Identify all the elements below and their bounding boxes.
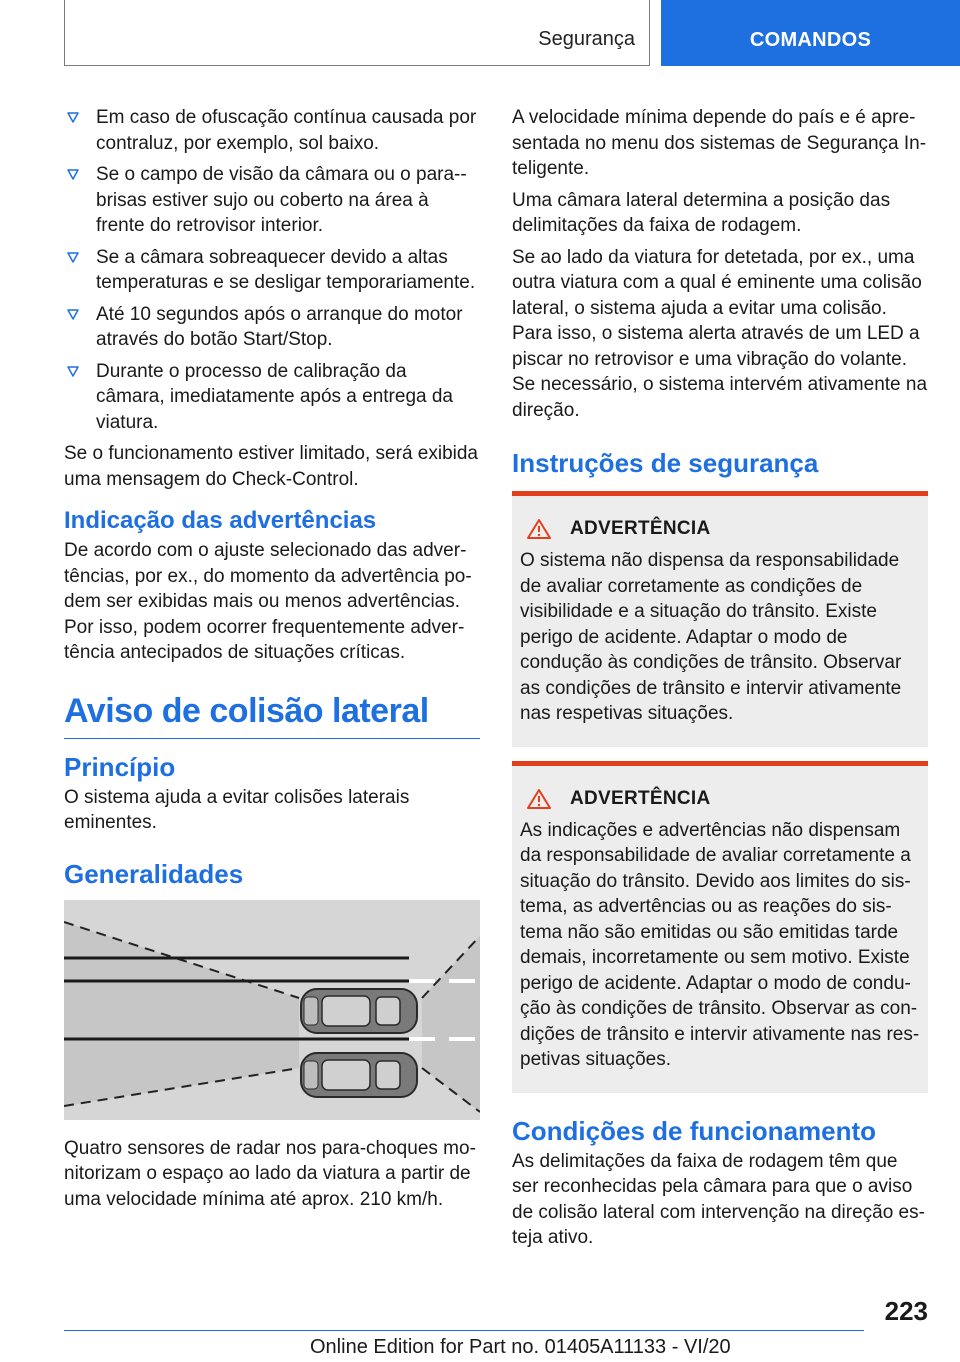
warning-triangle-icon <box>526 788 552 810</box>
heading-aviso-colisao: Aviso de colisão lateral <box>64 690 480 739</box>
warning-text: O sistema não dispensa da responsabilidade de avaliar corretamente as condições de visibilidade e a situação do trânsito. Existe perigo de acidente. Adaptar o modo de condução às condições de trânsito. Observar as condições de trânsito e intervir ativamente nas respetivas situações. <box>520 550 902 724</box>
camara-paragraph: Uma câmara lateral determina a posição das delimitações da faixa de rodagem. <box>512 189 891 236</box>
footer-edition: Online Edition for Part no. 01405A11133 - VI/20 <box>310 1336 731 1358</box>
heading-instrucoes: Instruções de segurança <box>512 448 819 478</box>
heading-principio: Princípio <box>64 751 176 782</box>
right-column <box>512 105 928 1257</box>
warning-text: As indicações e advertências não dispensam da responsabilidade de avaliar corretamente a situação do trânsito. Devido aos limites do sistema, as advertências ou as reações do sistema não são emitidas ou são emitidas tarde demais, incorretamente ou sem motivo. Existe perigo de acidente. Adaptar o modo de condução às condições de trânsito. Observar as condições de trânsito e intervir ativamente nas respetivas situações. <box>520 819 920 1070</box>
left-column <box>64 105 480 1218</box>
header-section-label: Segurança <box>538 28 635 50</box>
list-item <box>64 162 480 239</box>
heading-indicacao: Indicação das advertências <box>64 507 377 534</box>
page-number: 223 <box>884 1296 928 1326</box>
list-item-text: Se a câmara sobreaquecer devido a altas temperaturas e se desligar temporariamente. <box>96 246 476 293</box>
warning-title: ADVERTÊNCIA <box>570 518 711 539</box>
car-icon <box>301 1053 417 1097</box>
heading-generalidades: Generalidades <box>64 858 244 889</box>
condicoes-paragraph: As delimitações da faixa de rodagem têm que ser reconhecidas pela câmara para que o aviso de colisão lateral com intervenção na direção esteja ativo. <box>512 1150 925 1248</box>
indicacao-paragraph: De acordo com o ajuste selecionado das advertências, por ex., do momento da advertência podem ser exibidas mais ou menos advertências. Por isso, podem ocorrer frequentemente advertência antecipados de situações críticas. <box>64 540 472 663</box>
list-item <box>64 105 480 156</box>
lado-paragraph: Se ao lado da viatura for detetada, por ex., uma outra viatura com a qual é eminente uma colisão lateral, o sistema ajuda a evitar uma colisão. Para isso, o sistema alerta através de um LED a piscar no retrovisor e uma vibração do volante. Se necessário, o sistema intervém ativamente na direção. <box>512 246 928 421</box>
warning-triangle-icon <box>526 518 552 540</box>
side-collision-illustration <box>64 900 480 1120</box>
list-item-text: Durante o processo de calibração da câmara, imediatamente após a entrega da viatura. <box>96 360 453 433</box>
list-item-text: Em caso de ofuscação contínua causada por contraluz, por exemplo, sol baixo. <box>96 107 477 154</box>
warning-box <box>512 491 928 747</box>
header-chapter-tab <box>661 0 960 66</box>
bullet-triangle-icon <box>66 248 80 268</box>
principio-paragraph: O sistema ajuda a evitar colisões laterais eminentes. <box>64 786 410 833</box>
bullet-triangle-icon <box>66 305 80 325</box>
car-icon <box>301 989 417 1033</box>
warning-box <box>512 761 928 1093</box>
heading-condicoes: Condições de funcionamento <box>512 1115 877 1146</box>
bullet-triangle-icon <box>66 165 80 185</box>
footer-divider <box>64 1330 864 1331</box>
limitations-list <box>64 105 480 435</box>
bullet-triangle-icon <box>66 108 80 128</box>
list-item <box>64 359 480 436</box>
bullet-triangle-icon <box>66 362 80 382</box>
list-item-text: Até 10 segundos após o arranque do motor através do botão Start/Stop. <box>96 303 463 350</box>
header-section-tab <box>64 0 650 66</box>
header-chapter-label: COMANDOS <box>749 29 872 51</box>
sensores-paragraph: Quatro sensores de radar nos para-choques monitorizam o espaço ao lado da viatura a partir de uma velocidade mínima até aprox. 210 km/h. <box>64 1137 476 1210</box>
warning-title: ADVERTÊNCIA <box>570 787 711 809</box>
list-item <box>64 302 480 353</box>
list-item-text: Se o campo de visão da câmara ou o para--brisas estiver sujo ou coberto na área à frente do retrovisor interior. <box>96 164 467 236</box>
limited-paragraph: Se o funcionamento estiver limitado, será exibida uma mensagem do Check-Control. <box>64 443 479 490</box>
list-item <box>64 245 480 296</box>
velocidade-paragraph: A velocidade mínima depende do país e é apresentada no menu dos sistemas de Segurança Inteligente. <box>512 107 927 179</box>
